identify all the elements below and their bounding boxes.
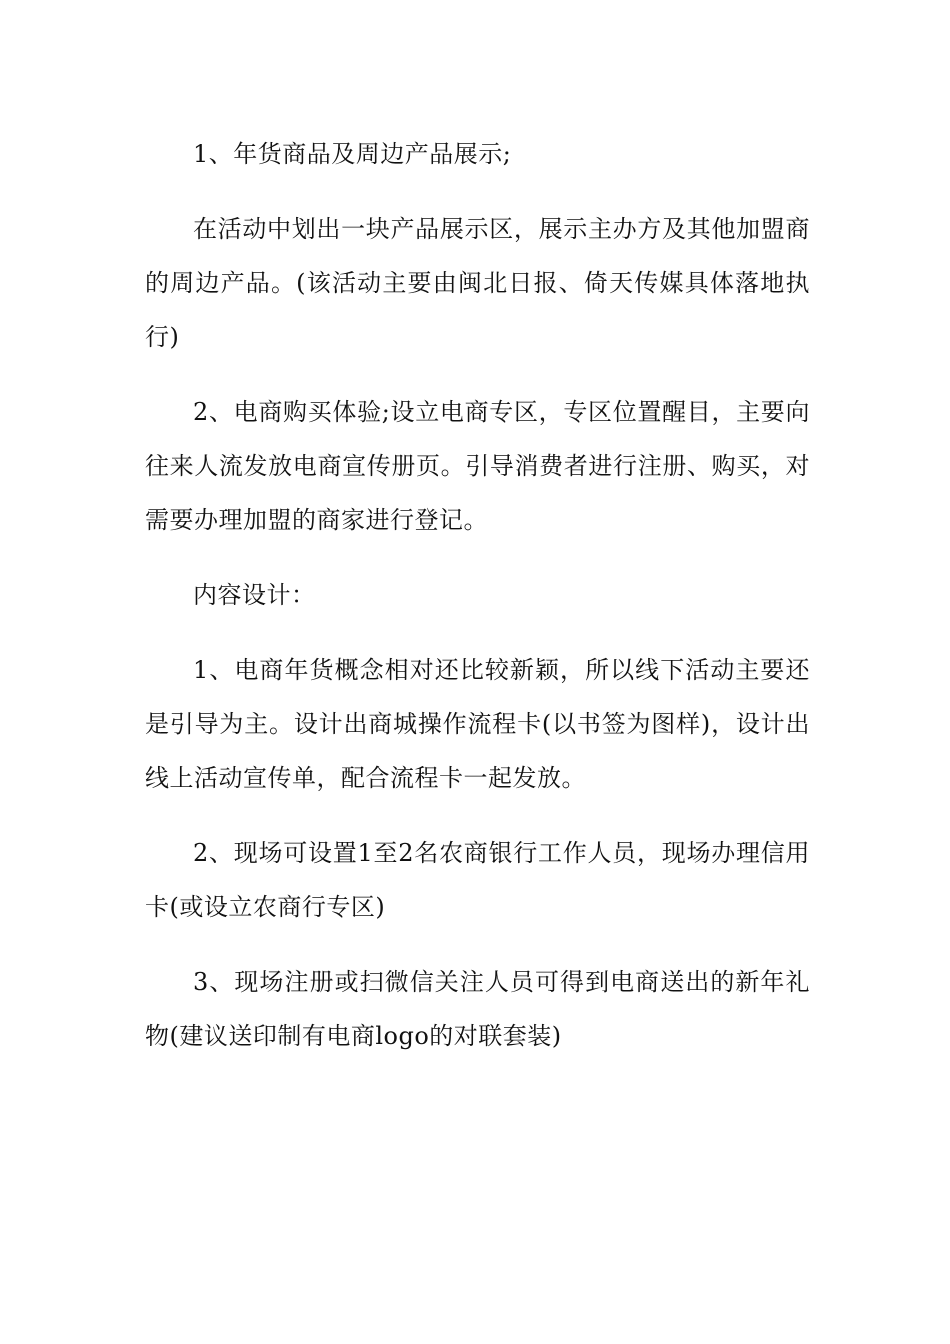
paragraph-content-design-heading: 内容设计： xyxy=(193,581,316,609)
paragraph-design-item-2: 2、现场可设置1至2名农商银行工作人员，现场办理信用卡(或设立农商行专区) xyxy=(145,839,810,921)
paragraph-ecommerce-experience: 2、电商购买体验;设立电商专区，专区位置醒目，主要向往来人流发放电商宣传册页。引导消费者进行注册、购买，对需要办理加盟的商家进行登记。 xyxy=(145,398,810,534)
document-body xyxy=(145,127,810,1084)
paragraph-design-item-3: 3、现场注册或扫微信关注人员可得到电商送出的新年礼物(建议送印制有电商logo的对联套装) xyxy=(145,968,810,1050)
paragraph-product-display-detail: 在活动中划出一块产品展示区，展示主办方及其他加盟商的周边产品。(该活动主要由闽北日报、倚天传媒具体落地执行) xyxy=(145,215,810,351)
paragraph-design-item-1: 1、电商年货概念相对还比较新颖，所以线下活动主要还是引导为主。设计出商城操作流程卡(以书签为图样)，设计出线上活动宣传单，配合流程卡一起发放。 xyxy=(145,656,810,792)
paragraph-product-display-title: 1、年货商品及周边产品展示; xyxy=(193,140,512,168)
